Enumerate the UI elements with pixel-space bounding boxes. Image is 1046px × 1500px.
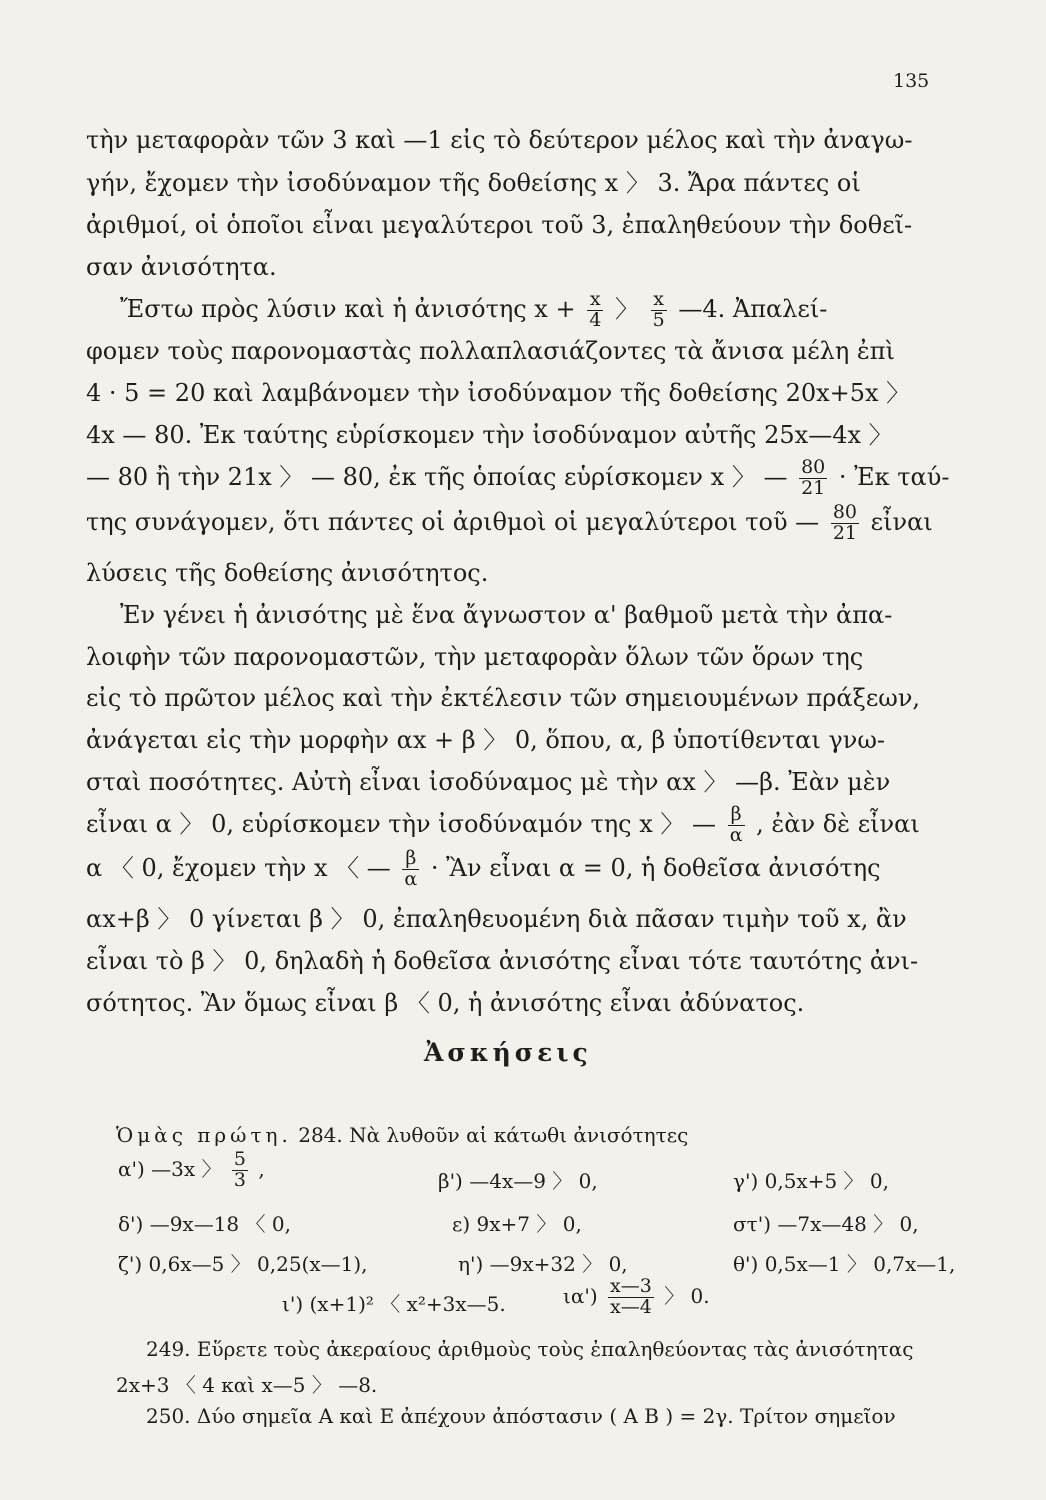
exercise-item-a: α') —3x 〉 $\frac{5}{3}$ ,	[118, 1148, 265, 1191]
exercise-item-g: ζ') 0,6x—5 〉 0,25(x—1),	[118, 1252, 368, 1276]
exercise-intro-line	[116, 1123, 688, 1147]
text-line: εἰς τὸ πρῶτον μέλος καὶ τὴν ἐκτέλεσιν τῶν σημειουμένων πράξεων,	[86, 684, 921, 712]
exercise-item-h: η') —9x+32 〉 0,	[458, 1252, 628, 1276]
text-line: 4x — 80. Ἐκ ταύτης εὑρίσκομεν τὴν ἰσοδύναμον αὐτῆς 25x—4x 〉	[86, 421, 893, 449]
text-segment: της συνάγομεν, ὅτι πάντες οἱ ἀριθμοὶ οἱ μεγαλύτεροι τοῦ —	[86, 507, 820, 536]
section-title: Ἀσκήσεις	[424, 1038, 592, 1067]
text-line: τὴν μεταφορὰν τῶν 3 καὶ —1 εἰς τὸ δεύτερον μέλος καὶ τὴν ἀναγω-	[86, 126, 913, 154]
text-segment: · Ἐκ ταύ-	[838, 462, 950, 491]
exercise-250-line1: 250. Δύο σημεῖα Α καὶ Ε ἀπέχουν ἀπόστασιν ( Α Β ) = 2γ. Τρίτον σημεῖον	[146, 1404, 896, 1428]
exercise-item-f: στ') —7x—48 〉 0,	[733, 1212, 919, 1236]
text-segment: —4. Ἀπαλεί-	[678, 294, 828, 323]
text-line: γήν, ἔχομεν τὴν ἰσοδύναμον τῆς δοθείσης x 〉 3. Ἄρα πάντες οἱ	[86, 169, 861, 197]
text-segment: εἶναι	[870, 507, 933, 536]
text-segment: Ἔστω πρὸς λύσιν καὶ ἡ ἀνισότης x +	[120, 294, 576, 323]
text-line	[86, 503, 933, 544]
text-line: 4 · 5 = 20 καὶ λαμβάνομεν τὴν ἰσοδύναμον τῆς δοθείσης 20x+5x 〉	[86, 379, 911, 407]
text-line: σταὶ ποσότητες. Αὐτὴ εἶναι ἰσοδύναμος μὲ τὴν αx 〉 —β. Ἐὰν μὲν	[86, 768, 891, 796]
text-segment: — 80 ἢ τὴν 21x 〉 — 80, ἐκ τῆς ὁποίας εὑρίσκομεν x 〉 —	[86, 462, 788, 491]
fraction-5-over-3: $\frac{5}{3}$	[233, 1148, 246, 1191]
text-line: λύσεις τῆς δοθείσης ἀνισότητος.	[86, 559, 489, 587]
text-segment: 〉	[614, 294, 639, 323]
page-number: 135	[893, 70, 930, 92]
fraction-x-over-4: $\frac{x}{4}$	[589, 288, 602, 331]
text-segment: , ἐὰν δὲ εἶναι	[756, 809, 920, 838]
exercise-item-d: δ') —9x—18 〈 0,	[118, 1212, 291, 1236]
text-segment: · Ἂν εἶναι α = 0, ἡ δοθεῖσα ἀνισότης	[430, 853, 881, 882]
exercise-284-intro: 284. Νὰ λυθοῦν αἱ κάτωθι ἀνισότητες	[298, 1123, 689, 1147]
text-segment: εἶναι α 〉 0, εὑρίσκομεν τὴν ἰσοδύναμόν της x 〉 —	[86, 809, 717, 838]
fraction-80-over-21: $\frac{80}{21}$	[832, 501, 857, 544]
fraction-beta-over-alpha: $\frac{\beta}{\alpha}$	[729, 803, 743, 846]
text-segment: α 〈 0, ἔχομεν τὴν x 〈 —	[86, 853, 391, 882]
text-line: ἀριθμοί, οἱ ὁποῖοι εἶναι μεγαλύτεροι τοῦ 3, ἐπαληθεύουν τὴν δοθεῖ-	[86, 211, 913, 239]
exercise-item-k: ια') $\frac{x—3}{x—4}$ 〉 0.	[563, 1275, 710, 1318]
text-line	[86, 849, 881, 890]
text-line: λοιφὴν τῶν παρονομαστῶν, τὴν μεταφορὰν ὅλων τῶν ὅρων της	[86, 643, 864, 671]
exercise-249-line2: 2x+3 〈 4 καὶ x—5 〉 —8.	[116, 1373, 378, 1397]
text-line	[120, 290, 827, 331]
text-line: ἀνάγεται εἰς τὴν μορφὴν αx + β 〉 0, ὅπου, α, β ὑποτίθενται γνω-	[86, 726, 886, 754]
exercise-item-b: β') —4x—9 〉 0,	[438, 1169, 598, 1193]
fraction-x-over-5: $\frac{x}{5}$	[652, 288, 665, 331]
fraction-80-over-21: $\frac{80}{21}$	[801, 456, 826, 499]
group-label: Ὁμὰς πρώτη.	[116, 1123, 292, 1147]
text-line: σαν ἀνισότητα.	[86, 253, 277, 281]
text-line	[86, 805, 920, 846]
text-line: Ἐν γένει ἡ ἀνισότης μὲ ἕνα ἄγνωστον α' βαθμοῦ μετὰ τὴν ἀπα-	[120, 601, 893, 629]
text-line	[86, 458, 949, 499]
exercise-item-e: ε) 9x+7 〉 0,	[452, 1212, 582, 1236]
fraction-x3-over-x4: $\frac{x—3}{x—4}$	[610, 1275, 652, 1318]
exercise-249-line1: 249. Εὕρετε τοὺς ἀκεραίους ἀριθμοὺς τοὺς ἐπαληθεύοντας τὰς ἀνισότητας	[146, 1337, 914, 1361]
fraction-beta-over-alpha: $\frac{\beta}{\alpha}$	[404, 847, 418, 890]
text-line: εἶναι τὸ β 〉 0, δηλαδὴ ἡ δοθεῖσα ἀνισότης εἶναι τότε ταυτότης ἀνι-	[86, 947, 919, 975]
exercise-item-j: ι') (x+1)² 〈 x²+3x—5.	[282, 1292, 506, 1316]
exercise-item-c: γ') 0,5x+5 〉 0,	[733, 1169, 889, 1193]
text-line: αx+β 〉 0 γίνεται β 〉 0, ἐπαληθευομένη διὰ πᾶσαν τιμὴν τοῦ x, ἂν	[86, 905, 907, 933]
exercise-item-i: θ') 0,5x—1 〉 0,7x—1,	[733, 1252, 956, 1276]
text-line: σότητος. Ἂν ὅμως εἶναι β 〈 0, ἡ ἀνισότης εἶναι ἀδύνατος.	[86, 989, 805, 1017]
text-line: φομεν τοὺς παρονομαστὰς πολλαπλασιάζοντες τὰ ἄνισα μέλη ἐπὶ	[86, 337, 895, 365]
